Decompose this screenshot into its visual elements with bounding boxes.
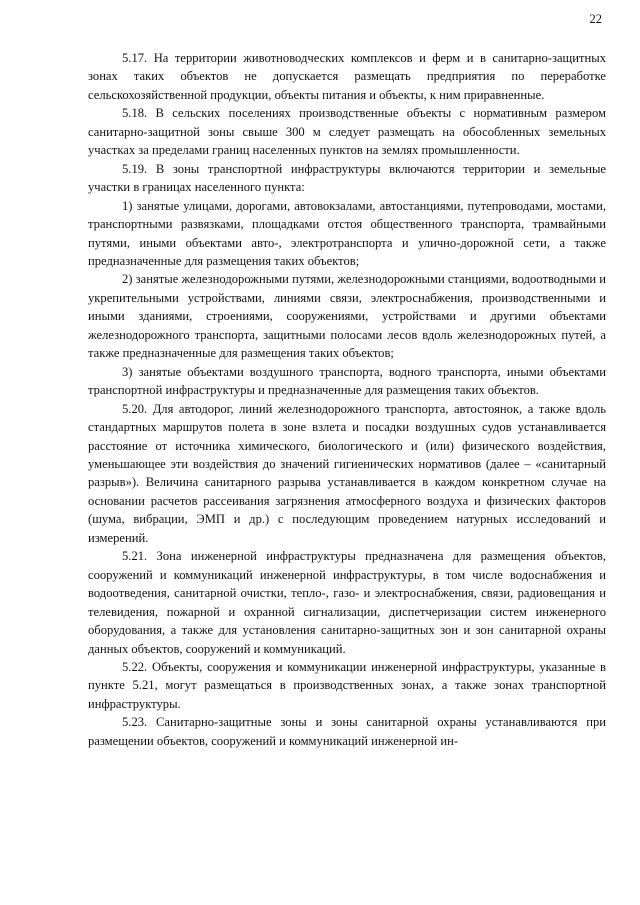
paragraph-5-19: 5.19. В зоны транспортной инфраструктуры включаются территории и земельные участки в границах населенного пункта: <box>88 161 606 195</box>
paragraph-5-22: 5.22. Объекты, сооружения и коммуникации инженерной инфраструктуры, указанные в пункте 5.21, могут размещаться в производственных зонах, а также зонах транспортной инфраструктуры. <box>88 659 606 711</box>
list-item-3: 3) занятые объектами воздушного транспорта, водного транспорта, иными объектами транспортной инфраструктуры и предназначенные для размещения таких объектов. <box>88 364 606 398</box>
paragraph-5-21: 5.21. Зона инженерной инфраструктуры предназначена для размещения объектов, сооружений и коммуникаций инженерной инфраструктуры, в том числе водоснабжения и водоотведения, санитарной очистки, тепло-, газо- и электроснабжения, связи, радиовещания и телевидения, пожарной и охранной сигнализации, диспетчеризации систем инженерного оборудования, а также для установления санитарно-защитных зон и зон санитарной охраны данных объектов, сооружений и коммуникаций. <box>88 549 606 656</box>
list-item-2: 2) занятые железнодорожными путями, железнодорожными станциями, водоотводными и укрепительными устройствами, линиями связи, электроснабжения, производственными и иными зданиями, строениями, сооружениями, устройствами и другими объектами железнодорожного транспорта, защитными полосами лесов вдоль железнодорожных путей, а также предназначенные для размещения таких объектов; <box>88 272 606 361</box>
page-number: 22 <box>589 12 602 26</box>
paragraph-5-20: 5.20. Для автодорог, линий железнодорожного транспорта, автостоянок, а также вдоль стандартных маршрутов полета в зоне взлета и посадки воздушных судов устанавливается расстояние от источника химического, биологического и (или) физического воздействия, уменьшающее эти воздействия до значений гигиенических нормативов (далее – «санитарный разрыв»). Величина санитарного разрыва устанавливается в каждом конкретном случае на основании расчетов рассеивания загрязнения атмосферного воздуха и физических факторов (шума, вибрации, ЭМП и др.) с последующим проведением натурных исследований и измерений. <box>88 401 606 545</box>
paragraph-5-23: 5.23. Санитарно-защитные зоны и зоны санитарной охраны устанавливаются при размещении объектов, сооружений и коммуникаций инженерной ин- <box>88 715 606 748</box>
list-item-1: 1) занятые улицами, дорогами, автовокзалами, автостанциями, путепроводами, мостами, транспортными развязками, площадками отстоя общественного транспорта, трамвайными путями, иными объектами авто-, электротранспорта и улично-дорожной сети, а также предназначенные для размещения таких объектов; <box>88 198 606 268</box>
paragraph-5-17: 5.17. На территории животноводческих комплексов и ферм и в санитарно-защитных зонах таких объектов не допускается размещать предприятия по переработке сельскохозяйственной продукции, объекты питания и объекты, к ним приравненные. <box>88 51 606 102</box>
paragraph-5-18: 5.18. В сельских поселениях производственные объекты с нормативным размером санитарно-защитной зоны свыше 300 м следует размещать на обособленных земельных участках за пределами границ населенных пунктов на землях промышленности. <box>88 106 606 158</box>
document-body <box>88 49 606 750</box>
